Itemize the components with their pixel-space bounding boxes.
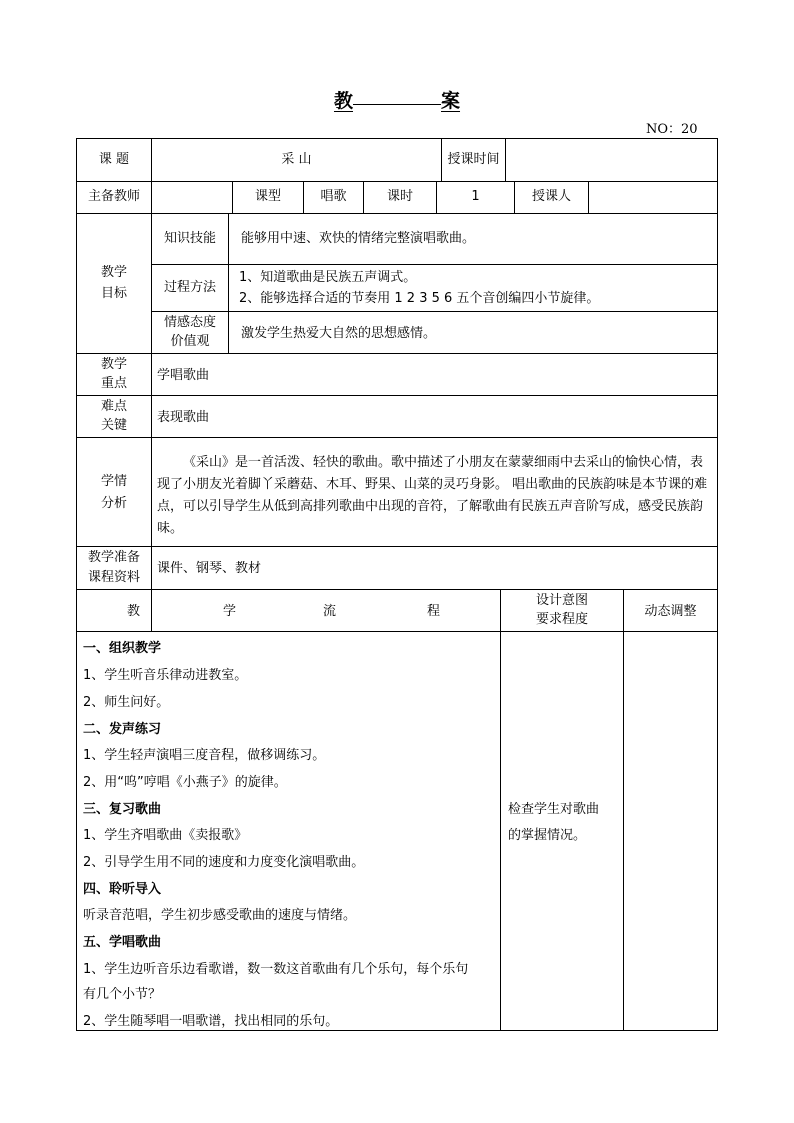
document-number: NO：20 [646, 122, 698, 137]
lesson-plan-table [76, 138, 718, 1031]
goals-label-1: 教学 [100, 265, 127, 280]
topic-value: 采 山 [281, 152, 312, 167]
section-3-title: 三、复习歌曲 [83, 802, 162, 817]
title-char-left: 教 [333, 90, 353, 112]
section-5-line-2: 2、学生随琴唱一唱歌谱，找出相同的乐句。 [83, 1014, 339, 1029]
adjust-header: 动态调整 [644, 604, 697, 619]
section-1-title: 一、组织教学 [83, 641, 162, 656]
analysis-text: 《采山》是一首活泼、轻快的歌曲。歌中描述了小朋友在蒙蒙细雨中去采山的愉快心情，表现了小朋友光着脚丫采蘑菇、木耳、野果、山菜的灵巧身影。 唱出歌曲的民族韵味是本节课的难点，可以引导学生从低到高排列歌曲中出现的音符，了解歌曲有民族五声音阶写成，感受民族韵味。 [157, 455, 708, 536]
row-divider [77, 395, 717, 396]
title-char-right: 案 [441, 90, 461, 112]
page-title [0, 86, 794, 113]
lecturer-label: 授课人 [531, 189, 571, 204]
col-divider [623, 589, 624, 1031]
design-header-1: 设计意图 [535, 593, 588, 608]
row-divider [77, 546, 717, 547]
focus-label-1: 教学 [100, 357, 127, 372]
section-4-title: 四、聆听导入 [83, 882, 162, 897]
design-note-2: 的掌握情况。 [508, 828, 587, 843]
analysis-label-2: 分析 [100, 496, 127, 511]
prep-text: 课件、钢琴、教材 [157, 561, 262, 576]
time-label: 授课时间 [447, 152, 500, 167]
hours-label: 课时 [386, 189, 413, 204]
col-divider [505, 139, 506, 181]
knowledge-label: 知识技能 [163, 231, 216, 246]
focus-label-2: 重点 [100, 376, 127, 391]
row-divider [77, 353, 717, 354]
row-divider [151, 311, 717, 312]
process-header-char-1: 教 [127, 604, 141, 619]
section-5-title: 五、学唱歌曲 [83, 935, 162, 950]
type-value: 唱歌 [320, 189, 347, 204]
prep-label-1: 教学准备 [87, 550, 140, 565]
section-3-line-1: 1、学生齐唱歌曲《卖报歌》 [83, 828, 248, 843]
process-header-char-4: 程 [427, 604, 441, 619]
difficulty-label-1: 难点 [100, 399, 127, 414]
process-method-line-2: 2、能够选择合适的节奏用 1 2 3 5 6 五个音创编四小节旋律。 [239, 291, 600, 306]
process-header-char-3: 流 [323, 604, 337, 619]
focus-text: 学唱歌曲 [157, 368, 210, 383]
section-2-title: 二、发声练习 [83, 722, 162, 737]
emotion-text: 激发学生热爱大自然的思想感情。 [241, 326, 437, 341]
section-4-line-1: 听录音范唱，学生初步感受歌曲的速度与情绪。 [83, 908, 357, 923]
topic-label: 课 题 [98, 152, 130, 167]
type-label: 课型 [254, 189, 281, 204]
row-divider [77, 181, 717, 182]
design-header-2: 要求程度 [535, 612, 588, 627]
row-divider [151, 264, 717, 265]
section-2-line-2: 2、用“呜”哼唱《小燕子》的旋律。 [83, 775, 287, 790]
analysis-label-1: 学情 [100, 474, 127, 489]
process-method-label: 过程方法 [163, 280, 216, 295]
prep-label-2: 课程资料 [87, 570, 140, 585]
section-3-line-2: 2、引导学生用不同的速度和力度变化演唱歌曲。 [83, 855, 365, 870]
section-1-line-2: 2、师生问好。 [83, 695, 170, 710]
section-1-line-1: 1、学生听音乐律动进教室。 [83, 668, 248, 683]
difficulty-text: 表现歌曲 [157, 410, 210, 425]
title-underline-gap [353, 86, 441, 105]
col-divider [151, 213, 152, 631]
section-5-line-1b: 有几个小节？ [83, 987, 162, 1002]
knowledge-text: 能够用中速、欢快的情绪完整演唱歌曲。 [241, 231, 476, 246]
row-divider [77, 213, 717, 214]
goals-label-2: 目标 [100, 286, 127, 301]
teacher-label: 主备教师 [87, 189, 140, 204]
col-divider [588, 181, 589, 213]
hours-value: 1 [471, 189, 480, 204]
process-method-line-1: 1、知道歌曲是民族五声调式。 [239, 270, 417, 285]
emotion-label-1: 情感态度 [163, 315, 216, 330]
section-5-line-1: 1、学生边听音乐边看歌谱，数一数这首歌曲有几个乐句，每个乐句 [83, 962, 469, 977]
section-2-line-1: 1、学生轻声演唱三度音程，做移调练习。 [83, 748, 326, 763]
row-divider [77, 631, 717, 632]
process-header-char-2: 学 [223, 604, 237, 619]
row-divider [77, 437, 717, 438]
col-divider [500, 589, 501, 1031]
difficulty-label-2: 关键 [100, 418, 127, 433]
emotion-label-2: 价值观 [170, 334, 210, 349]
design-note-1: 检查学生对歌曲 [508, 802, 600, 817]
col-divider [228, 213, 229, 353]
